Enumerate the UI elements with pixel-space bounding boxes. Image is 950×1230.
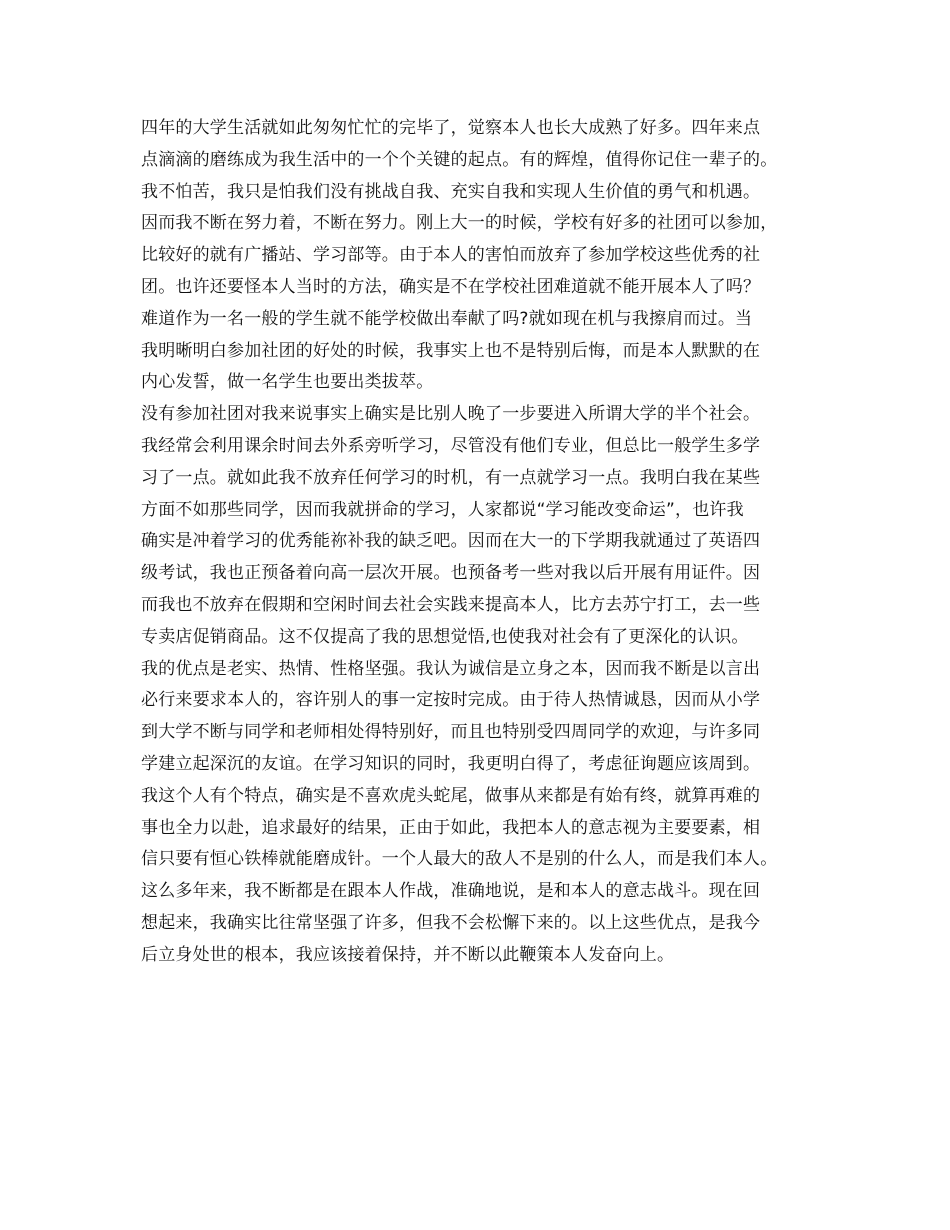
text-line: 确实是冲着学习的优秀能祢补我的缺乏吧。因而在大一的下学期我就通过了英语四 <box>141 531 761 552</box>
text-line: 我经常会利用课余时间去外系旁听学习，尽管没有他们专业，但总比一般学生多学 <box>141 435 761 456</box>
text-line: 没有参加社团对我来说事实上确实是比别人晚了一步要进入所谓大学的半个社会。 <box>141 404 761 425</box>
text-line: 我的优点是老实、热情、性格坚强。我认为诚信是立身之本，因而我不断是以言出 <box>141 658 761 679</box>
paragraph-3 <box>141 654 831 972</box>
text-line: 方面不如那些同学，因而我就拼命的学习，人家都说“学习能改变命运”，也许我 <box>141 499 744 520</box>
text-line: 而我也不放弃在假期和空闲时间去社会实践来提高本人，比方去苏宁打工，去一些 <box>141 594 761 615</box>
text-line: 习了一点。就如此我不放弃任何学习的时机，有一点就学习一点。我明白我在某些 <box>141 467 761 488</box>
text-line: 难道作为一名一般的学生就不能学校做出奉献了吗?就如现在机与我擦肩而过。当 <box>141 308 753 329</box>
text-line: 想起来，我确实比往常坚强了许多，但我不会松懈下来的。以上这些优点，是我今 <box>141 912 761 933</box>
text-line: 后立身处世的根本，我应该接着保持，并不断以此鞭策本人发奋向上。 <box>141 944 675 965</box>
paragraph-1 <box>141 113 831 399</box>
text-line: 我这个人有个特点，确实是不喜欢虎头蛇尾，做事从来都是有始有终，就算再难的 <box>141 785 761 806</box>
paragraph-2 <box>141 399 831 653</box>
document-body <box>141 113 831 972</box>
text-line: 必行来要求本人的，容许别人的事一定按时完成。由于待人热情诚恳，因而从小学 <box>141 690 761 711</box>
text-line: 级考试，我也正预备着向高一层次开展。也预备考一些对我以后开展有用证件。因 <box>141 563 761 584</box>
text-line: 点滴滴的磨练成为我生活中的一个个关键的起点。有的辉煌，值得你记住一辈子的。 <box>141 149 778 170</box>
text-line: 团。也许还要怪本人当时的方法，确实是不在学校社团难道就不能开展本人了吗？ <box>141 276 761 297</box>
text-line: 四年的大学生活就如此匆匆忙忙的完毕了，觉察本人也长大成熟了好多。四年来点 <box>141 118 761 138</box>
text-line: 事也全力以赴，追求最好的结果，正由于如此，我把本人的意志视为主要要素，相 <box>141 817 761 838</box>
text-line: 我不怕苦，我只是怕我们没有挑战自我、充实自我和实现人生价值的勇气和机遇。 <box>141 181 761 202</box>
text-line: 因而我不断在努力着，不断在努力。刚上大一的时候，学校有好多的社团可以参加， <box>141 213 778 234</box>
text-line: 我明晰明白参加社团的好处的时候，我事实上也不是特别后悔，而是本人默默的在 <box>141 340 761 361</box>
text-line: 内心发誓，做一名学生也要出类拔萃。 <box>141 372 434 393</box>
text-line: 信只要有恒心铁棒就能磨成针。一个人最大的敌人不是别的什么人，而是我们本人。 <box>141 849 778 870</box>
text-line: 这么多年来，我不断都是在跟本人作战，准确地说，是和本人的意志战斗。现在回 <box>141 881 761 902</box>
text-line: 到大学不断与同学和老师相处得特别好，而且也特别受四周同学的欢迎，与许多同 <box>141 722 761 743</box>
text-line: 比较好的就有广播站、学习部等。由于本人的害怕而放弃了参加学校这些优秀的社 <box>141 245 761 266</box>
text-line: 专卖店促销商品。这不仅提高了我的思想觉悟,也使我对社会有了更深化的认识。 <box>141 626 749 647</box>
text-line: 学建立起深沉的友谊。在学习知识的同时，我更明白得了，考虑征询题应该周到。 <box>141 753 761 774</box>
